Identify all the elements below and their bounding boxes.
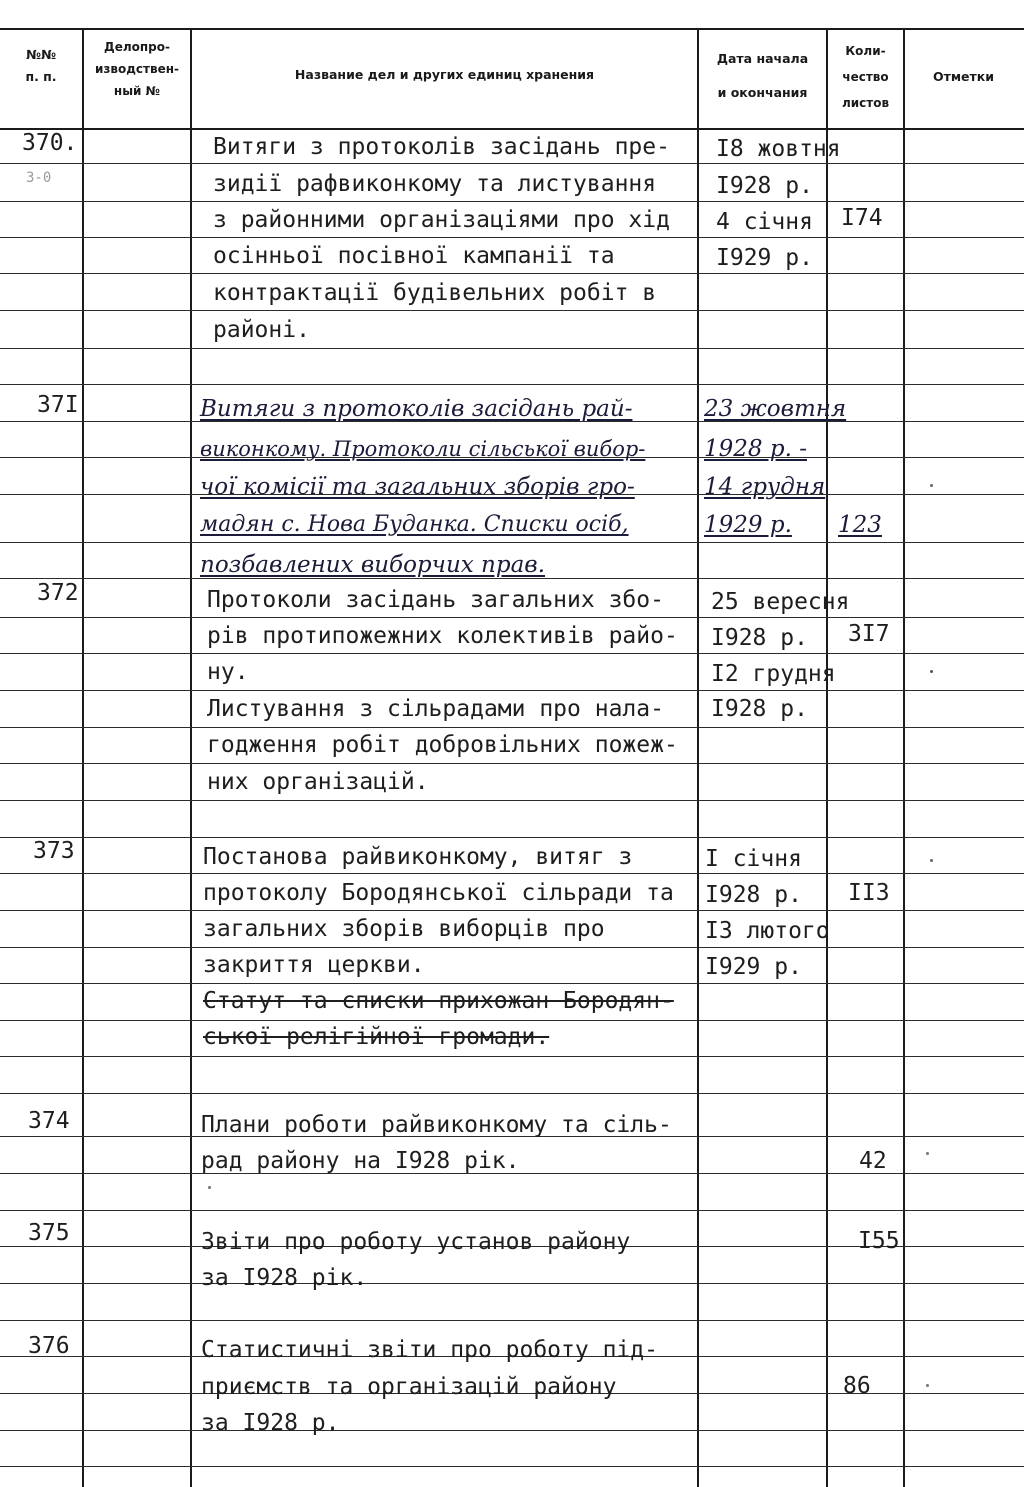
entry-title-line: мадян с. Нова Буданка. Списки осіб,	[200, 512, 629, 537]
entry-number: 370.	[22, 130, 78, 156]
entry-date-line: I929 р.	[716, 245, 813, 271]
header-sheets-line-3: листов	[841, 96, 890, 110]
entry-sheet-count: II3	[848, 880, 890, 906]
column-rule-3	[697, 28, 699, 1487]
row-rule	[0, 1093, 1024, 1094]
entry-sheet-count: I55	[858, 1228, 900, 1254]
entry-sheet-count: 3I7	[848, 621, 890, 647]
entry-title-line: Статистичні звіти про роботу під-	[201, 1337, 658, 1363]
entry-title-line: загальних зборів виборців про	[203, 916, 605, 942]
entry-title-line: ну.	[207, 659, 249, 685]
row-rule	[0, 1430, 1024, 1431]
entry-title-line: позбавлених виборчих прав.	[200, 552, 545, 578]
entry-title-line: Звіти про роботу установ району	[201, 1229, 631, 1255]
column-rule-4	[826, 28, 828, 1487]
header-office-line-3: ный №	[113, 84, 161, 98]
entry-title-line: Статут та списки прихожан Бородян-	[203, 988, 674, 1014]
scan-speck	[930, 859, 933, 862]
entry-title-line: Листування з сільрадами про нала-	[207, 696, 664, 722]
column-rule-5	[903, 28, 905, 1487]
entry-date-line: I2 грудня	[711, 661, 836, 687]
entry-date-line: I928 р.	[705, 882, 802, 908]
row-rule	[0, 1320, 1024, 1321]
row-rule	[0, 348, 1024, 349]
entry-sheet-count: 123	[838, 512, 882, 538]
header-dates	[699, 48, 826, 104]
entry-title-line: районі.	[213, 317, 310, 343]
entry-date-line: 14 грудня	[704, 474, 826, 500]
header-no-line-1: №№	[25, 47, 57, 62]
entry-number: 372	[37, 580, 79, 606]
entry-title-line: закриття церкви.	[203, 952, 425, 978]
entry-title-line: за I928 р.	[201, 1410, 340, 1436]
entry-number: 373	[33, 838, 75, 864]
scan-speck	[930, 484, 933, 487]
row-rule	[0, 1283, 1024, 1284]
entry-number: 375	[28, 1220, 70, 1246]
row-rule	[0, 910, 1024, 911]
entry-number: 376	[28, 1333, 70, 1359]
column-rule-2	[190, 28, 192, 1487]
row-rule	[0, 310, 1024, 311]
entry-date-line: I929 р.	[705, 954, 802, 980]
entry-date-line: I928 р.	[711, 696, 808, 722]
row-rule	[0, 1056, 1024, 1057]
header-dates-line-2: и окончания	[717, 85, 808, 100]
entry-title-line: чої комісії та загальних зборів гро-	[200, 474, 635, 500]
scan-speck	[930, 670, 933, 673]
entry-title-line: контрактації будівельних робіт в	[213, 280, 657, 306]
entry-date-line: 1928 р. -	[704, 436, 807, 462]
entry-title-line: приємств та організацій району	[201, 1374, 617, 1400]
entry-title-line: Витяги з протоколів засідань пре-	[213, 134, 670, 160]
entry-title-line: Протоколи засідань загальних збо-	[207, 587, 664, 613]
row-rule	[0, 384, 1024, 385]
entry-sheet-count: 86	[843, 1373, 871, 1399]
scan-speck	[926, 1384, 929, 1387]
entry-title-line: Витяги з протоколів засідань рай-	[200, 396, 633, 422]
header-no-line-2: п. п.	[25, 69, 57, 84]
row-rule	[0, 201, 1024, 202]
scan-speck	[208, 1186, 211, 1189]
column-rule-1	[82, 28, 84, 1487]
entry-title-line: за I928 рік.	[201, 1265, 368, 1291]
entry-title-line: виконкому. Протоколи сільської вибор-	[200, 437, 646, 461]
header-office-line-1: Делопро-	[104, 40, 170, 54]
scan-speck	[926, 1152, 929, 1155]
entry-title-line: з районними організаціями про хід	[213, 207, 670, 233]
entry-date-line: I928 р.	[716, 173, 813, 199]
entry-date-line: 25 вересня	[711, 589, 850, 615]
entry-title-line: Постанова райвиконкому, витяг з	[203, 844, 633, 870]
row-rule	[0, 617, 1024, 618]
table-top-rule	[0, 28, 1024, 30]
entry-title-line: осінньої посівної кампанії та	[213, 243, 615, 269]
row-rule	[0, 947, 1024, 948]
entry-number: 37I	[37, 392, 79, 418]
row-rule	[0, 1210, 1024, 1211]
entry-title-line: Плани роботи райвиконкому та сіль-	[201, 1112, 672, 1138]
entry-date-line: 4 січня	[716, 209, 813, 235]
entry-faint-number: 3-0	[26, 170, 52, 186]
entry-title-line: них організацій.	[207, 769, 429, 795]
entry-date-line: I8 жовтня	[716, 136, 841, 162]
row-rule	[0, 542, 1024, 543]
row-rule	[0, 237, 1024, 238]
header-office-number	[84, 36, 190, 102]
row-rule	[0, 653, 1024, 654]
header-sheets-line-2: чество	[842, 70, 889, 84]
entry-title-line: ської релігійної громади.	[203, 1024, 550, 1050]
entry-date-line: 23 жовтня	[704, 396, 847, 422]
entry-date-line: I січня	[705, 846, 802, 872]
entry-number: 374	[28, 1108, 70, 1134]
header-sheets	[828, 40, 903, 114]
header-office-line-2: изводствен-	[95, 62, 179, 76]
entry-date-line: I3 лютого	[705, 918, 830, 944]
row-rule	[0, 273, 1024, 274]
row-rule	[0, 1466, 1024, 1467]
row-rule	[0, 837, 1024, 838]
entry-title-line: зидії рафвиконкому та листування	[213, 171, 657, 197]
header-marks: Отметки	[932, 69, 995, 84]
header-sheets-line-1: Коли-	[845, 44, 886, 58]
entry-date-line: 1929 р.	[704, 512, 792, 538]
header-no	[0, 44, 82, 88]
row-rule	[0, 763, 1024, 764]
entry-title-line: рад району на I928 рік.	[201, 1148, 520, 1174]
entry-sheet-count: 42	[859, 1148, 887, 1174]
header-dates-line-1: Дата начала	[716, 51, 809, 66]
entry-title-line: рів протипожежних колективів райо-	[207, 623, 678, 649]
entry-title-line: годження робіт добровільних пожеж-	[207, 732, 678, 758]
header-title: Название дел и других единиц хранения	[294, 67, 595, 82]
entry-title-line: протоколу Бородянської сільради та	[203, 880, 674, 906]
entry-sheet-count: I74	[841, 205, 883, 231]
row-rule	[0, 690, 1024, 691]
entry-date-line: I928 р.	[711, 625, 808, 651]
row-rule	[0, 800, 1024, 801]
